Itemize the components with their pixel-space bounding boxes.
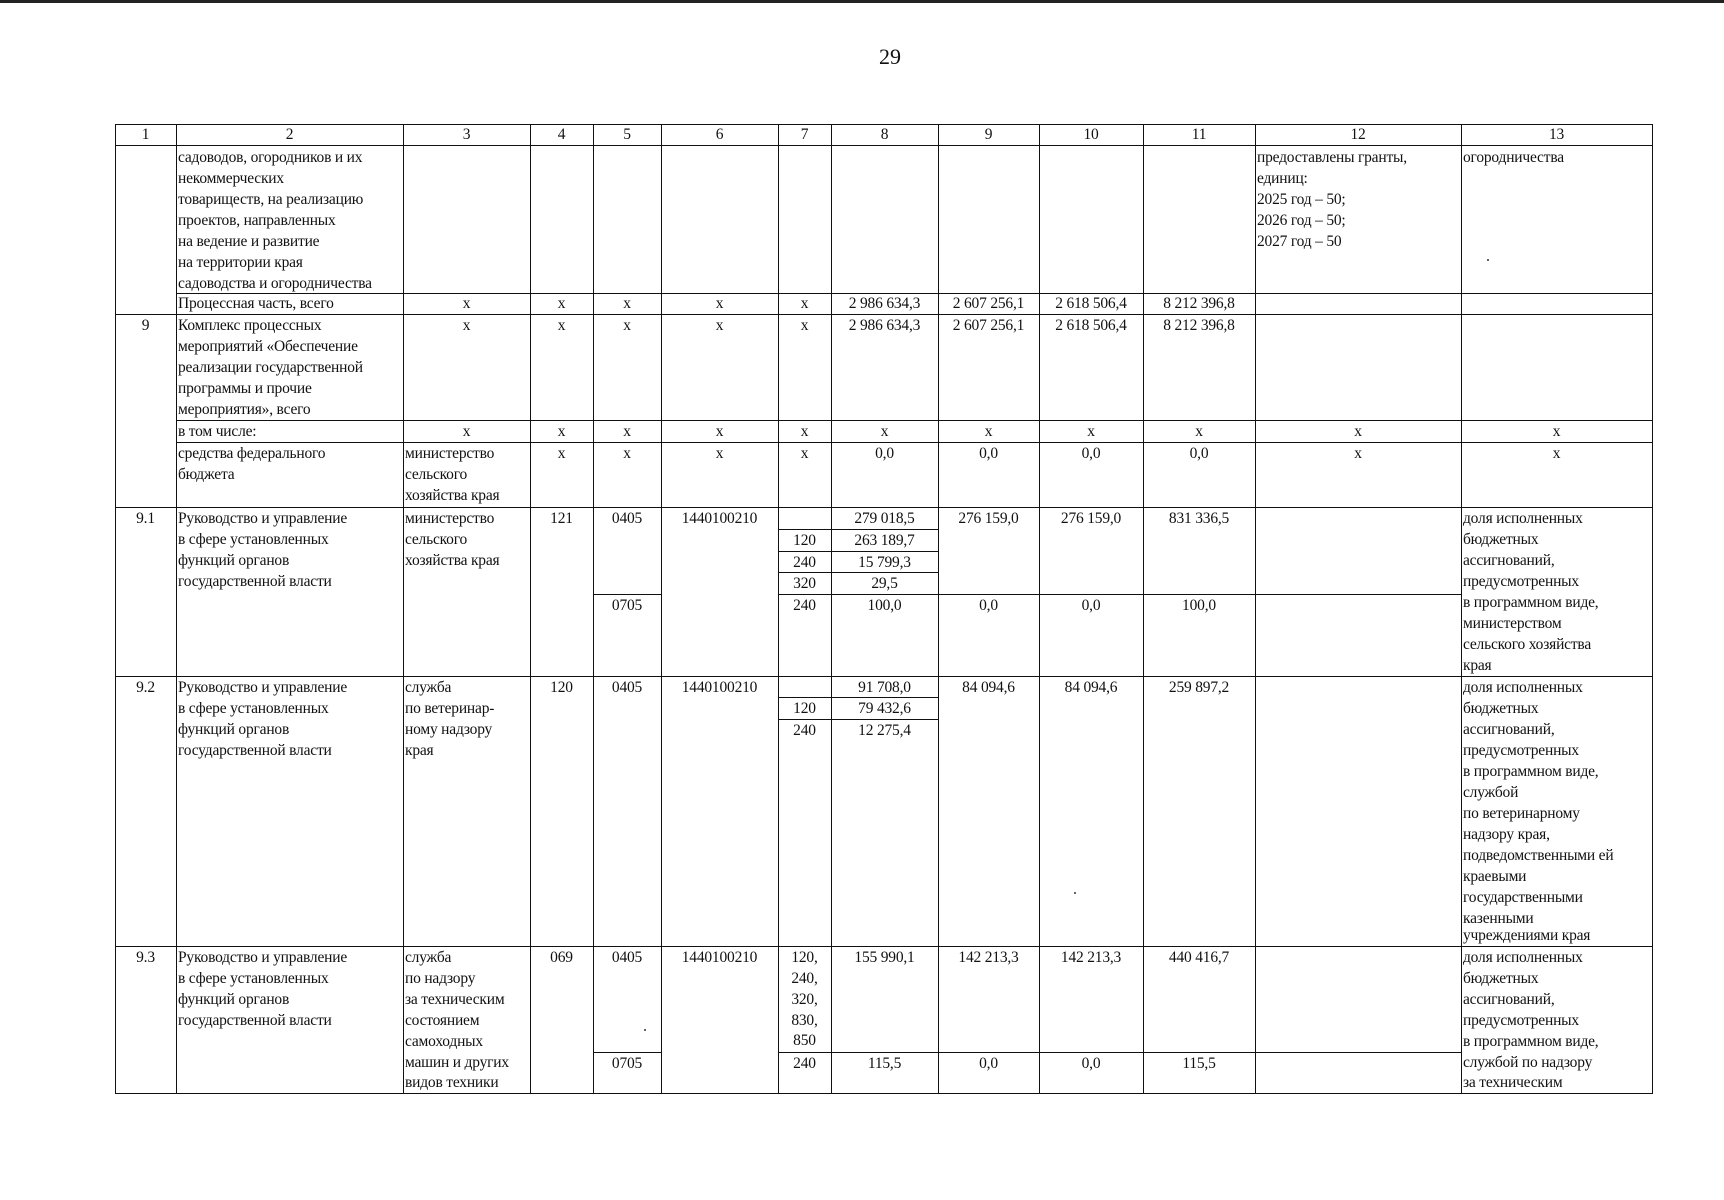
table-cell-value: 0,0 xyxy=(1081,445,1101,462)
table-cell-text: функций органов xyxy=(178,552,290,569)
column-header: 13 xyxy=(1548,126,1565,143)
table-cell-x: x xyxy=(623,423,631,440)
table-cell-text: в сфере установленных xyxy=(178,700,329,717)
table-cell-x: x xyxy=(1195,423,1203,440)
table-cell-code: 120 xyxy=(550,679,573,696)
table-cell-value: 0,0 xyxy=(979,597,998,614)
table-cell-x: x xyxy=(557,295,566,312)
table-cell-x: x xyxy=(623,295,631,312)
table-border xyxy=(1255,124,1256,1094)
table-cell-text: самоходных xyxy=(405,1033,483,1050)
column-header: 10 xyxy=(1083,126,1099,143)
table-cell-code: 320, xyxy=(791,991,818,1008)
table-cell-code: 120 xyxy=(793,532,816,549)
table-cell-code: 120, xyxy=(791,949,818,966)
table-border xyxy=(176,420,1653,421)
table-cell-value: 259 897,2 xyxy=(1168,679,1230,696)
table-cell-x: x xyxy=(984,423,993,440)
table-cell-text: программы и прочие xyxy=(178,380,312,397)
table-cell-text: подведомственными ей xyxy=(1463,847,1614,864)
table-cell-value: 279 018,5 xyxy=(854,510,915,527)
table-cell-text: доля исполненных xyxy=(1463,510,1583,527)
table-cell-value: 12 275,4 xyxy=(858,722,911,739)
table-cell-text: предусмотренных xyxy=(1463,742,1579,759)
table-cell-text: Руководство и управление xyxy=(178,510,347,527)
table-cell-value: 2 618 506,4 xyxy=(1055,295,1127,312)
table-cell-text: служба xyxy=(405,949,452,966)
table-cell-value: 8 212 396,8 xyxy=(1163,295,1235,312)
table-cell-value: 84 094,6 xyxy=(962,679,1015,696)
table-cell-value: 0,0 xyxy=(1081,597,1101,614)
column-header: 11 xyxy=(1191,126,1207,143)
table-cell-text: хозяйства края xyxy=(405,487,500,504)
table-border xyxy=(1652,124,1653,1094)
table-cell-code: 320 xyxy=(793,575,816,592)
table-cell-text: бюджета xyxy=(178,466,235,483)
table-cell-text: садоводства и огородничества xyxy=(178,275,372,292)
column-header: 9 xyxy=(984,126,993,143)
table-cell-text: состоянием xyxy=(405,1012,480,1029)
column-header: 3 xyxy=(462,126,471,143)
budget-table xyxy=(115,124,1653,1094)
table-cell-text: проектов, направленных xyxy=(178,212,336,229)
table-cell-value: 2 607 256,1 xyxy=(952,295,1025,312)
table-cell-text: на ведение и развитие xyxy=(178,233,320,250)
table-border xyxy=(593,1052,661,1053)
table-cell-text: ассигнований, xyxy=(1463,552,1555,569)
table-cell-text: бюджетных xyxy=(1463,970,1539,987)
table-cell-text: служба xyxy=(405,679,452,696)
table-cell-value: 2 607 256,1 xyxy=(952,317,1025,334)
table-cell-text: в том числе: xyxy=(178,423,257,440)
table-cell-text: предусмотренных xyxy=(1463,573,1579,590)
table-cell-text: надзору края, xyxy=(1463,826,1550,843)
table-cell-value: 0,0 xyxy=(1189,445,1209,462)
table-cell-x: x xyxy=(1552,445,1561,462)
table-border xyxy=(778,1052,1461,1053)
table-cell-code: 830, xyxy=(791,1012,818,1029)
table-border xyxy=(176,124,177,1094)
table-cell-value: 0,0 xyxy=(1081,1055,1101,1072)
table-cell-text: Комплекс процессных xyxy=(178,317,322,334)
column-header: 1 xyxy=(141,126,150,143)
table-cell-text: Процессная часть, всего xyxy=(178,295,334,312)
table-cell-text: государственной власти xyxy=(178,1012,332,1029)
table-cell-x: x xyxy=(462,295,471,312)
table-cell-x: x xyxy=(557,423,566,440)
table-cell-x: x xyxy=(462,423,471,440)
table-cell-text: Руководство и управление xyxy=(178,679,347,696)
table-cell-text: министерство xyxy=(405,445,495,462)
table-cell-value: 100,0 xyxy=(1182,597,1216,614)
table-cell-value: 79 432,6 xyxy=(858,700,911,717)
table-cell-code: 240, xyxy=(791,970,818,987)
table-cell-x: x xyxy=(880,423,889,440)
column-header: 2 xyxy=(285,126,294,143)
table-cell-value: 0,0 xyxy=(875,445,894,462)
scan-speck xyxy=(1074,892,1076,894)
table-cell-x: x xyxy=(800,423,809,440)
table-cell-text: бюджетных xyxy=(1463,531,1539,548)
table-cell-code: 0405 xyxy=(611,510,643,527)
row-number: 9.1 xyxy=(136,510,155,527)
table-cell-text: края xyxy=(1463,657,1492,674)
table-cell-value: 155 990,1 xyxy=(854,949,915,966)
table-cell-text: по ветеринар- xyxy=(405,700,495,717)
table-cell-text: функций органов xyxy=(178,721,290,738)
table-cell-x: x xyxy=(715,445,724,462)
table-cell-text: мероприятий «Обеспечение xyxy=(178,338,358,355)
table-cell-text: сельского xyxy=(405,531,468,548)
table-cell-value: 263 189,7 xyxy=(854,532,915,549)
table-cell-text: сельского хозяйства xyxy=(1463,636,1592,653)
table-cell-code: 240 xyxy=(793,554,816,571)
table-cell-code: 0705 xyxy=(611,1055,643,1072)
table-cell-text: доля исполненных xyxy=(1463,679,1583,696)
table-cell-x: x xyxy=(715,317,724,334)
table-cell-value: 15 799,3 xyxy=(858,554,911,571)
table-cell-value: 0,0 xyxy=(979,1055,998,1072)
table-cell-text: доля исполненных xyxy=(1463,949,1583,966)
table-cell-text: средства федерального xyxy=(178,445,326,462)
table-cell-code: 240 xyxy=(793,1055,816,1072)
table-cell-text: бюджетных xyxy=(1463,700,1539,717)
column-header: 12 xyxy=(1350,126,1366,143)
table-cell-value: 831 336,5 xyxy=(1168,510,1230,527)
table-cell-value: 2 986 634,3 xyxy=(848,317,921,334)
table-cell-text: государственной власти xyxy=(178,573,332,590)
table-cell-text: государственными xyxy=(1463,889,1583,906)
table-cell-code: 0405 xyxy=(611,679,643,696)
table-cell-code: 121 xyxy=(550,510,573,527)
table-cell-value: 91 708,0 xyxy=(858,679,911,696)
table-cell-value: 115,5 xyxy=(1182,1055,1216,1072)
table-cell-text: в программном виде, xyxy=(1463,594,1599,611)
table-cell-text: ному надзору xyxy=(405,721,493,738)
table-cell-text: на территории края xyxy=(178,254,303,271)
scan-speck xyxy=(1487,259,1489,261)
table-cell-x: x xyxy=(1552,423,1561,440)
table-cell-text: видов техники xyxy=(405,1074,499,1091)
table-cell-code: 0405 xyxy=(611,949,643,966)
table-cell-value: 2 618 506,4 xyxy=(1055,317,1127,334)
column-header: 7 xyxy=(800,126,809,143)
table-cell-value: 115,5 xyxy=(867,1055,902,1072)
table-cell-x: x xyxy=(1087,423,1095,440)
table-border xyxy=(1461,124,1462,1094)
table-cell-value: 142 213,3 xyxy=(1060,949,1122,966)
table-cell-code: 850 xyxy=(793,1032,816,1049)
table-cell-text: края xyxy=(405,742,434,759)
column-header: 8 xyxy=(880,126,889,143)
table-cell-code: 1440100210 xyxy=(681,679,758,696)
table-cell-text: в программном виде, xyxy=(1463,1033,1599,1050)
table-cell-text: за техническим xyxy=(405,991,505,1008)
table-cell-text: огородничества xyxy=(1463,149,1564,166)
table-cell-value: 84 094,6 xyxy=(1064,679,1118,696)
table-border xyxy=(593,594,661,595)
table-cell-x: x xyxy=(557,445,566,462)
table-cell-value: 2 986 634,3 xyxy=(848,295,921,312)
table-cell-x: x xyxy=(557,317,566,334)
table-cell-text: по ветеринарному xyxy=(1463,805,1580,822)
table-cell-text: садоводов, огородников и их xyxy=(178,149,363,166)
column-header: 4 xyxy=(557,126,566,143)
page-top-border xyxy=(0,0,1724,3)
table-cell-text: единиц: xyxy=(1257,170,1308,187)
table-cell-text: реализации государственной xyxy=(178,359,363,376)
page-number: 29 xyxy=(879,44,901,69)
table-cell-value: 0,0 xyxy=(979,445,998,462)
table-cell-x: x xyxy=(800,317,809,334)
table-cell-text: службой по надзору xyxy=(1463,1054,1593,1071)
table-cell-x: x xyxy=(800,445,809,462)
table-cell-value: 276 159,0 xyxy=(958,510,1019,527)
table-cell-text: предусмотренных xyxy=(1463,1012,1579,1029)
table-cell-text: службой xyxy=(1463,784,1519,801)
table-cell-x: x xyxy=(1354,445,1362,462)
table-cell-text: ассигнований, xyxy=(1463,721,1555,738)
table-cell-text: в программном виде, xyxy=(1463,763,1599,780)
table-border xyxy=(403,124,404,1094)
table-cell-code: 240 xyxy=(793,597,816,614)
table-cell-code: 0705 xyxy=(611,597,643,614)
table-cell-text: 2025 год – 50; xyxy=(1257,191,1346,208)
table-cell-x: x xyxy=(462,317,471,334)
column-header: 6 xyxy=(715,126,724,143)
table-cell-text: 2027 год – 50 xyxy=(1257,233,1342,250)
table-cell-x: x xyxy=(715,423,724,440)
table-cell-value: 8 212 396,8 xyxy=(1163,317,1235,334)
table-cell-x: x xyxy=(1354,423,1362,440)
table-cell-value: 29,5 xyxy=(871,575,898,592)
table-cell-value: 276 159,0 xyxy=(1060,510,1122,527)
row-number: 9.2 xyxy=(136,679,155,696)
table-cell-text: товариществ, на реализацию xyxy=(178,191,364,208)
table-border xyxy=(115,507,1653,508)
table-border xyxy=(115,946,1653,947)
row-number: 9 xyxy=(141,317,150,334)
table-cell-text: государственной власти xyxy=(178,742,332,759)
table-cell-text: в сфере установленных xyxy=(178,531,329,548)
table-cell-text: ассигнований, xyxy=(1463,991,1555,1008)
table-cell-text: краевыми xyxy=(1463,868,1527,885)
scan-speck xyxy=(644,1029,646,1031)
table-cell-text: предоставлены гранты, xyxy=(1257,149,1407,166)
table-cell-text: по надзору xyxy=(405,970,476,987)
table-cell-text: сельского xyxy=(405,466,468,483)
table-border xyxy=(115,676,1653,677)
table-cell-text: министерством xyxy=(1463,615,1562,632)
table-cell-x: x xyxy=(623,445,631,462)
table-cell-text: в сфере установленных xyxy=(178,970,329,987)
column-header: 5 xyxy=(623,126,631,143)
table-cell-value: 100,0 xyxy=(867,597,902,614)
table-cell-text: учреждениями края xyxy=(1463,927,1591,944)
table-cell-text: Руководство и управление xyxy=(178,949,347,966)
table-cell-text: функций органов xyxy=(178,991,290,1008)
table-cell-text: 2026 год – 50; xyxy=(1257,212,1346,229)
table-cell-text: некоммерческих xyxy=(178,170,284,187)
table-cell-x: x xyxy=(800,295,809,312)
table-cell-x: x xyxy=(715,295,724,312)
table-cell-x: x xyxy=(623,317,631,334)
table-cell-code: 120 xyxy=(793,700,816,717)
table-cell-text: мероприятия», всего xyxy=(178,401,311,418)
table-border xyxy=(115,1093,1653,1094)
table-cell-code: 240 xyxy=(793,722,816,739)
table-cell-text: машин и других xyxy=(405,1054,509,1071)
table-cell-text: хозяйства края xyxy=(405,552,500,569)
table-cell-code: 069 xyxy=(550,949,573,966)
table-cell-value: 440 416,7 xyxy=(1168,949,1230,966)
row-number: 9.3 xyxy=(136,949,155,966)
table-cell-text: казенными xyxy=(1463,910,1534,927)
table-cell-code: 1440100210 xyxy=(681,949,758,966)
table-cell-code: 1440100210 xyxy=(681,510,758,527)
table-cell-text: за техническим xyxy=(1463,1074,1563,1091)
table-cell-text: министерство xyxy=(405,510,495,527)
table-cell-value: 142 213,3 xyxy=(958,949,1019,966)
